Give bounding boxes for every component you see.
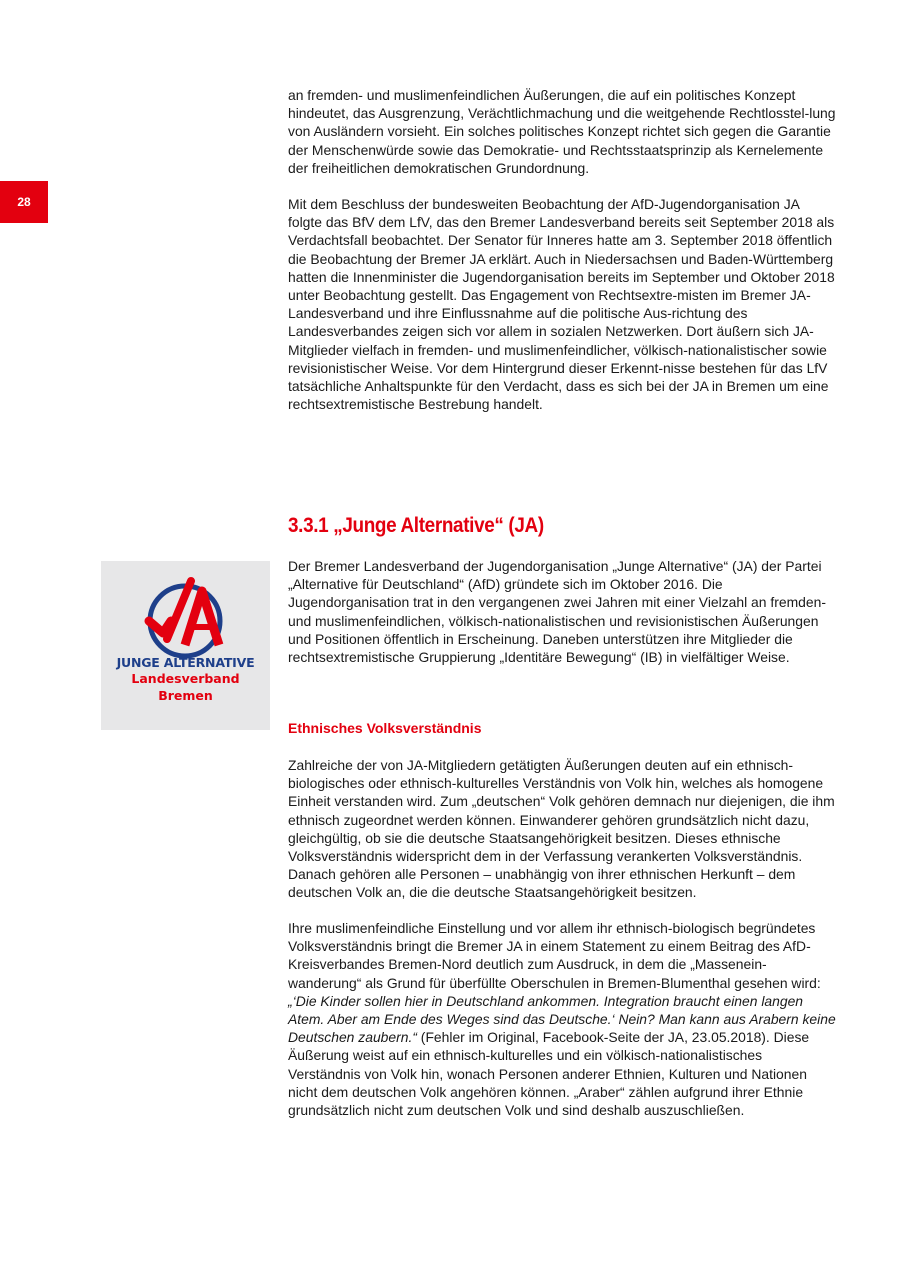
ja-logo (101, 561, 270, 730)
subsection-paragraph-1: Zahlreiche der von JA-Mitgliedern getätigten Äußerungen deuten auf ein ethnisch-biologisches oder ethnisch-kulturelles Verständnis von Volk hin, welches als homogene Einheit verstanden wird. Zum „deutschen“ Volk gehören demnach nur diejenigen, die ihm ethnisch zugeordnet werden können. Einwanderer gehören grundsätzlich nicht dazu, gleichgültig, ob sie die deutsche Staatsangehörigkeit besitzen. Dieses ethnische Volksverständnis widerspricht dem in der Verfassung verankerten Volksverständnis. Danach gehören alle Personen – unabhängig von ihrer ethnischen Herkunft – dem deutschen Volk an, die die deutsche Staatsangehörigkeit besitzen. (288, 757, 835, 901)
intro-block (288, 86, 836, 177)
subsection-paragraph-2 (288, 919, 836, 1119)
page-number-badge (0, 181, 48, 223)
intro-block-2 (288, 195, 836, 413)
intro-paragraph-1: an fremden- und muslimenfeindlichen Äußerungen, die auf ein politisches Konzept hindeutet, das Ausgrenzung, Verächtlichmachung und die weitgehende Rechtlosstel-lung von Ausländern vorsieht. Ein solches politisches Konzept richtet sich gegen die Garantie der Menschenwürde sowie das Demokratie- und Rechtsstaatsprinzip als Kernelemente der freiheitlichen demokratischen Grundordnung. (288, 87, 836, 176)
facebook-quote: „‘Die Kinder sollen hier in Deutschland ankommen. Integration braucht einen langen Atem. Aber am Ende des Weges sind das Deutsche.‘ Nein? Man kann aus Arabern keine Deutschen zaubern.“ (288, 992, 836, 1046)
section-paragraph-1: Der Bremer Landesverband der Jugendorganisation „Junge Alternative“ (JA) der Partei „Alternative für Deutschland“ (AfD) gründete sich im Oktober 2016. Die Jugendorganisation trat in den vergangenen zwei Jahren mit einer Vielzahl an fremden- und muslimenfeindlichen, völkisch-nationalistischen und revisionistischen Äußerungen und Positionen öffentlich in Erscheinung. Daneben unterstützen ihre Mitglieder die rechtsextremistische Gruppierung „Identitäre Bewegung“ (IB) in vielfältiger Weise. (288, 558, 826, 666)
ja-logo-mark-icon (101, 561, 270, 730)
logo-text-line2: Landesverband (131, 671, 240, 686)
page-number: 28 (17, 195, 31, 209)
section-body (288, 557, 836, 666)
paragraph-text-after-quote: (Fehler im Original, Facebook-Seite der JA, 23.05.2018). Diese Äußerung weist auf ein ethnisch-kulturelles und ein völkisch-nationalistisches Verständnis von Volk hin, wonach Personen anderer Ethnien, Kulturen und Nationen nicht dem deutschen Volk angehören können. „Araber“ zählen aufgrund ihrer Ethnie grundsätzlich nicht zum deutschen Volk und sind deshalb auszuschließen. (288, 1029, 810, 1119)
logo-text-line1: JUNGE ALTERNATIVE (116, 655, 255, 670)
subsection-body-1 (288, 756, 836, 902)
logo-text-line3: Bremen (158, 688, 213, 703)
subsection-body-2 (288, 919, 836, 1119)
paragraph-text-before-quote: Ihre muslimenfeindliche Einstellung und vor allem ihr ethnisch-biologisch begründetes Volksverständnis bringt die Bremer JA in einem Statement zu einem Beitrag des AfD-Kreisverbandes Bremen-Nord deutlich zum Ausdruck, in dem die „Massenein-wanderung“ als Grund für überfüllte Oberschulen in Bremen-Blumenthal gesehen wird: (288, 920, 821, 991)
subsection-heading: Ethnisches Volksverständnis (288, 720, 482, 736)
section-heading: 3.3.1 „Junge Alternative“ (JA) (288, 513, 544, 537)
intro-paragraph-2: Mit dem Beschluss der bundesweiten Beobachtung der AfD-Jugendorganisation JA folgte das BfV dem LfV, das den Bremer Landesverband bereits seit September 2018 als Verdachtsfall beobachtet. Der Senator für Inneres hatte am 3. September 2018 öffentlich die Beobachtung der Bremer JA erklärt. Auch in Niedersachsen und Baden-Württemberg hatten die Innenminister die Jugendorganisation bereits im September und Oktober 2018 unter Beobachtung gestellt. Das Engagement von Rechtsextre-misten im Bremer JA-Landesverband und ihre Einflussnahme auf die politische Aus-richtung des Landesverbandes zeigen sich vor allem in sozialen Netzwerken. Dort äußern sich JA-Mitglieder vielfach in fremden- und muslimenfeindlicher, völkisch-nationalistischer sowie revisionistischer Weise. Vor dem Hintergrund dieser Erkennt-nisse bestehen für das LfV tatsächliche Anhaltspunkte für den Verdacht, dass es sich bei der JA in Bremen um eine rechtsextremistische Bestrebung handelt. (288, 196, 835, 413)
